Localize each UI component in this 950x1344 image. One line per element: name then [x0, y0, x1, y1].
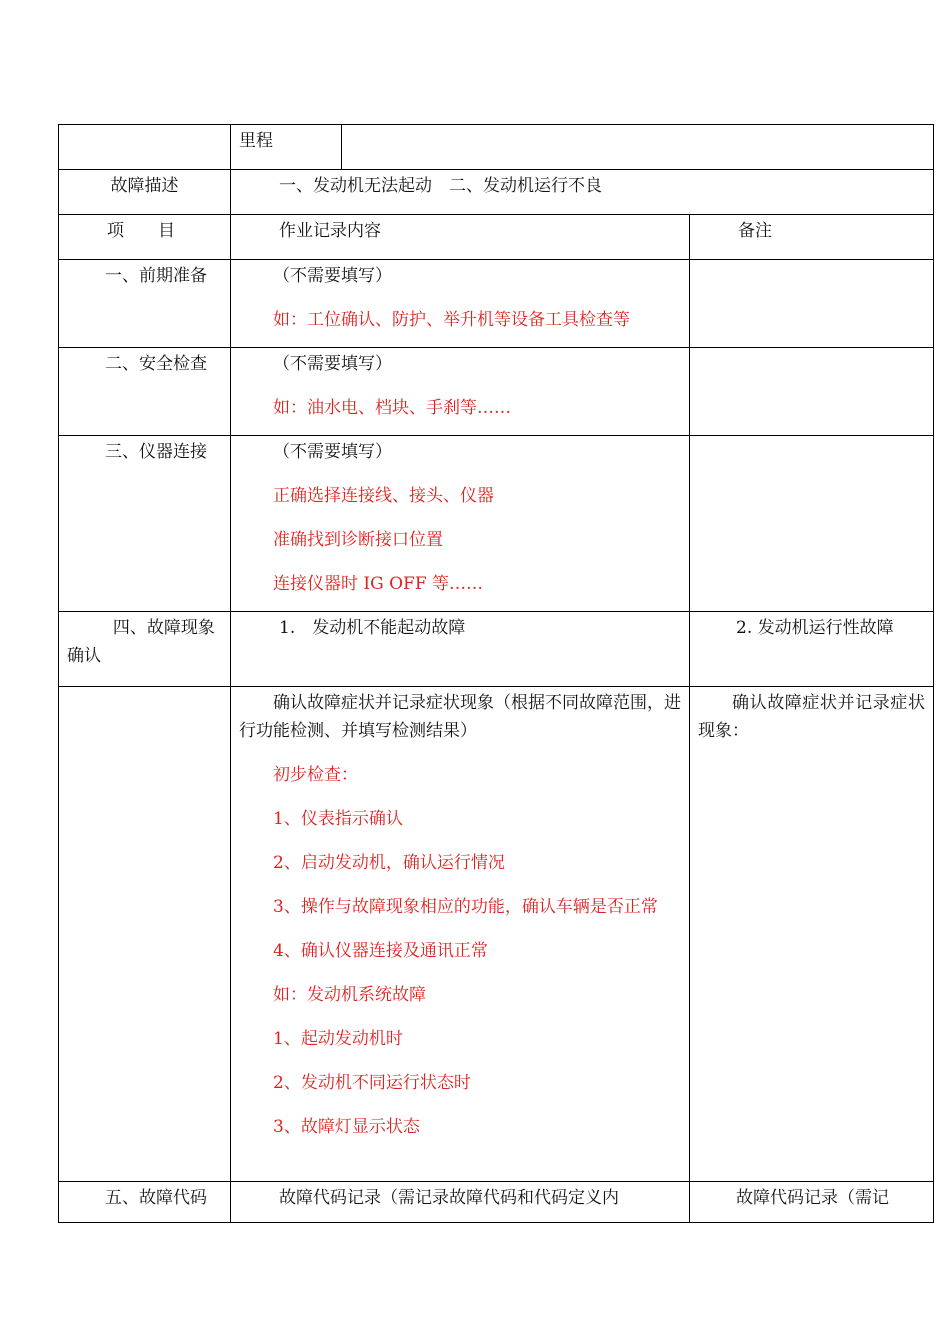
detail-line-9: 3、故障灯显示状态 [273, 1117, 420, 1137]
detail-line-3: 2、启动发动机，确认运行情况 [273, 853, 505, 873]
row-confirm [59, 612, 934, 687]
row-prep [59, 260, 934, 348]
detail-intro: 确认故障症状并记录症状现象（根据不同故障范围，进行功能检测、并填写检测结果） [239, 693, 681, 741]
cell-confirm-label [59, 612, 231, 687]
row-fault-desc [59, 170, 934, 215]
prep-note: （不需要填写） [273, 266, 392, 286]
cell-detail-content [231, 687, 690, 1182]
cell-fault-desc-value [231, 170, 934, 215]
cell-code-label [59, 1182, 231, 1223]
row-code [59, 1182, 934, 1223]
cell-detail-remark [690, 687, 934, 1182]
detail-line-1: 初步检查： [273, 765, 358, 785]
row-detail [59, 687, 934, 1182]
code-remark: 故障代码记录（需记 [736, 1188, 889, 1208]
instrument-note: （不需要填写） [273, 442, 392, 462]
cell-prep-label [59, 260, 231, 348]
header-content: 作业记录内容 [279, 221, 381, 241]
cell-code-content [231, 1182, 690, 1223]
cell-prep-content [231, 260, 690, 348]
detail-remark: 确认故障症状并记录症状现象： [698, 693, 925, 741]
fault-desc-label: 故障描述 [110, 176, 179, 196]
cell-header-item [59, 215, 231, 260]
row-safety [59, 348, 934, 436]
safety-example: 如：油水电、档块、手刹等…… [273, 398, 511, 418]
row-header [59, 215, 934, 260]
cell-confirm-col2 [690, 612, 934, 687]
code-label: 五、故障代码 [105, 1188, 207, 1208]
confirm-col1: 1. 发动机不能起动故障 [279, 618, 466, 638]
instrument-line-1: 正确选择连接线、接头、仪器 [273, 486, 494, 506]
instrument-line-3: 连接仪器时 IG OFF 等…… [273, 574, 484, 594]
header-item: 项 目 [107, 221, 175, 241]
cell-mileage-value[interactable] [342, 125, 934, 170]
cell-fault-desc-label [59, 170, 231, 215]
confirm-col2: 2. 发动机运行性故障 [736, 618, 894, 638]
cell-instrument-content [231, 436, 690, 612]
cell-instrument-label [59, 436, 231, 612]
cell-mileage-label [231, 125, 342, 170]
fault-record-table [58, 124, 934, 1223]
detail-line-4: 3、操作与故障现象相应的功能，确认车辆是否正常 [273, 897, 658, 917]
detail-line-5: 4、确认仪器连接及通讯正常 [273, 941, 488, 961]
cell-blank [59, 125, 231, 170]
code-content: 故障代码记录（需记录故障代码和代码定义内 [279, 1188, 619, 1208]
instrument-line-2: 准确找到诊断接口位置 [273, 530, 443, 550]
confirm-label: 四、故障现象确认 [67, 618, 215, 666]
cell-header-content [231, 215, 690, 260]
cell-prep-remark[interactable] [690, 260, 934, 348]
cell-code-remark [690, 1182, 934, 1223]
cell-safety-content [231, 348, 690, 436]
detail-line-6: 如：发动机系统故障 [273, 985, 426, 1005]
fault-desc-value: 一、发动机无法起动 二、发动机运行不良 [279, 176, 602, 196]
cell-confirm-col1 [231, 612, 690, 687]
safety-note: （不需要填写） [273, 354, 392, 374]
cell-instrument-remark[interactable] [690, 436, 934, 612]
header-remark: 备注 [738, 221, 772, 241]
cell-safety-remark[interactable] [690, 348, 934, 436]
cell-detail-label [59, 687, 231, 1182]
instrument-label: 三、仪器连接 [105, 442, 207, 462]
prep-label: 一、前期准备 [105, 266, 207, 286]
row-mileage [59, 125, 934, 170]
detail-line-7: 1、起动发动机时 [273, 1029, 403, 1049]
mileage-label: 里程 [239, 131, 273, 151]
cell-safety-label [59, 348, 231, 436]
detail-line-8: 2、发动机不同运行状态时 [273, 1073, 471, 1093]
detail-line-2: 1、仪表指示确认 [273, 809, 403, 829]
cell-header-remark [690, 215, 934, 260]
row-instrument [59, 436, 934, 612]
safety-label: 二、安全检查 [105, 354, 207, 374]
prep-example: 如：工位确认、防护、举升机等设备工具检查等 [273, 310, 630, 330]
